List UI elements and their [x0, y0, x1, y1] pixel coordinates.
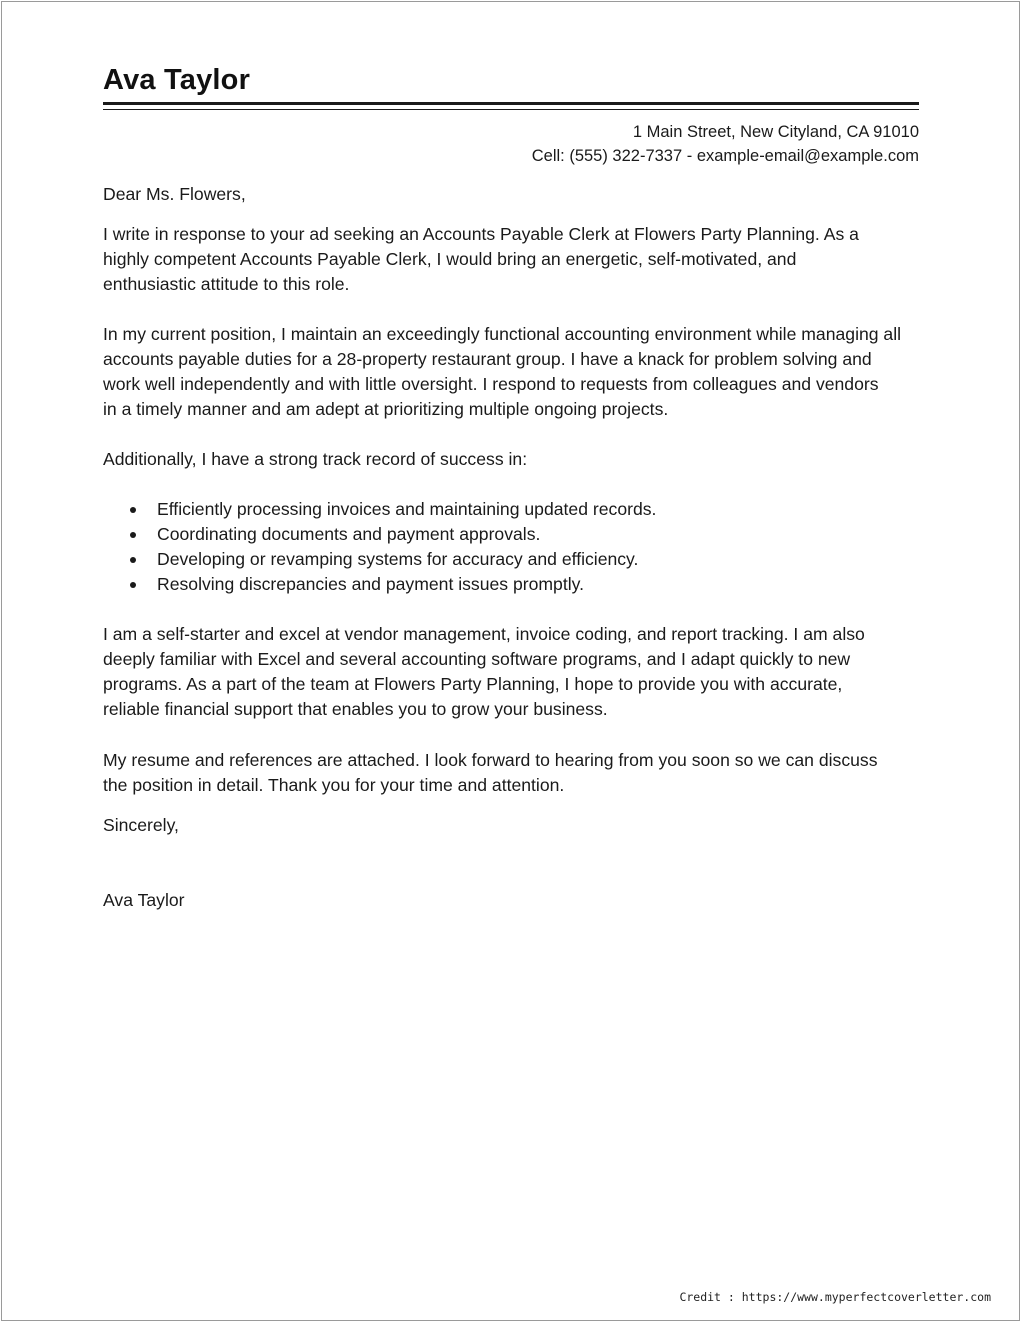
sender-address: 1 Main Street, New Cityland, CA 91010	[632, 123, 919, 141]
list-item	[103, 547, 656, 572]
paragraph-1	[103, 222, 933, 297]
bullet-icon	[130, 507, 136, 513]
list-item	[103, 497, 656, 522]
signature-text: Ava Taylor	[103, 890, 185, 910]
paragraph-4-text: I am a self-starter and excel at vendor management, invoice coding, and report tracking. I am also deeply familiar with Excel and several accounting software programs, and I adapt quickly to new programs. As a part of the team at Flowers Party Planning, I hope to provide you with accurate, reliable financial support that enables you to grow your business.	[103, 624, 865, 719]
sender-name: Ava Taylor	[103, 64, 251, 96]
list-item-text: Coordinating documents and payment approvals.	[157, 524, 541, 544]
closing-text: Sincerely,	[103, 815, 179, 835]
paragraph-4	[103, 622, 933, 722]
header-rule-thin	[103, 109, 919, 110]
salutation-text: Dear Ms. Flowers,	[103, 184, 246, 204]
bullet-icon	[130, 582, 136, 588]
achievements-list	[103, 497, 656, 597]
list-item-text: Resolving discrepancies and payment issues promptly.	[157, 574, 585, 594]
paragraph-2	[103, 322, 933, 422]
bullet-icon	[130, 557, 136, 563]
paragraph-1-text: I write in response to your ad seeking an Accounts Payable Clerk at Flowers Party Planning. As a highly competent Accounts Payable Clerk, I would bring an energetic, self-motivated, and enthusiastic attitude to this role.	[103, 224, 859, 294]
list-item	[103, 522, 656, 547]
header-rule-thick	[103, 102, 919, 105]
closing	[103, 813, 933, 838]
list-item	[103, 572, 656, 597]
paragraph-3	[103, 447, 933, 472]
salutation	[103, 182, 933, 207]
list-item-text: Developing or revamping systems for accuracy and efficiency.	[157, 549, 639, 569]
bullet-icon	[130, 532, 136, 538]
paragraph-5-text: My resume and references are attached. I look forward to hearing from you soon so we can discuss the position in detail. Thank you for your time and attention.	[103, 750, 878, 795]
signature	[103, 888, 933, 913]
paragraph-2-text: In my current position, I maintain an exceedingly functional accounting environment while managing all accounts payable duties for a 28-property restaurant group. I have a knack for problem solving and work well independently and with little oversight. I respond to requests from colleagues and vendors in a timely manner and am adept at prioritizing multiple ongoing projects.	[103, 324, 902, 419]
contact-block	[532, 120, 919, 168]
paragraph-3-text: Additionally, I have a strong track record of success in:	[103, 449, 528, 469]
credit-watermark: Credit : https://www.myperfectcoverletter.com	[679, 1290, 991, 1304]
list-item-text: Efficiently processing invoices and maintaining updated records.	[157, 499, 657, 519]
sender-contact-line: Cell: (555) 322-7337 - example-email@example.com	[531, 147, 919, 165]
paragraph-5	[103, 748, 933, 798]
